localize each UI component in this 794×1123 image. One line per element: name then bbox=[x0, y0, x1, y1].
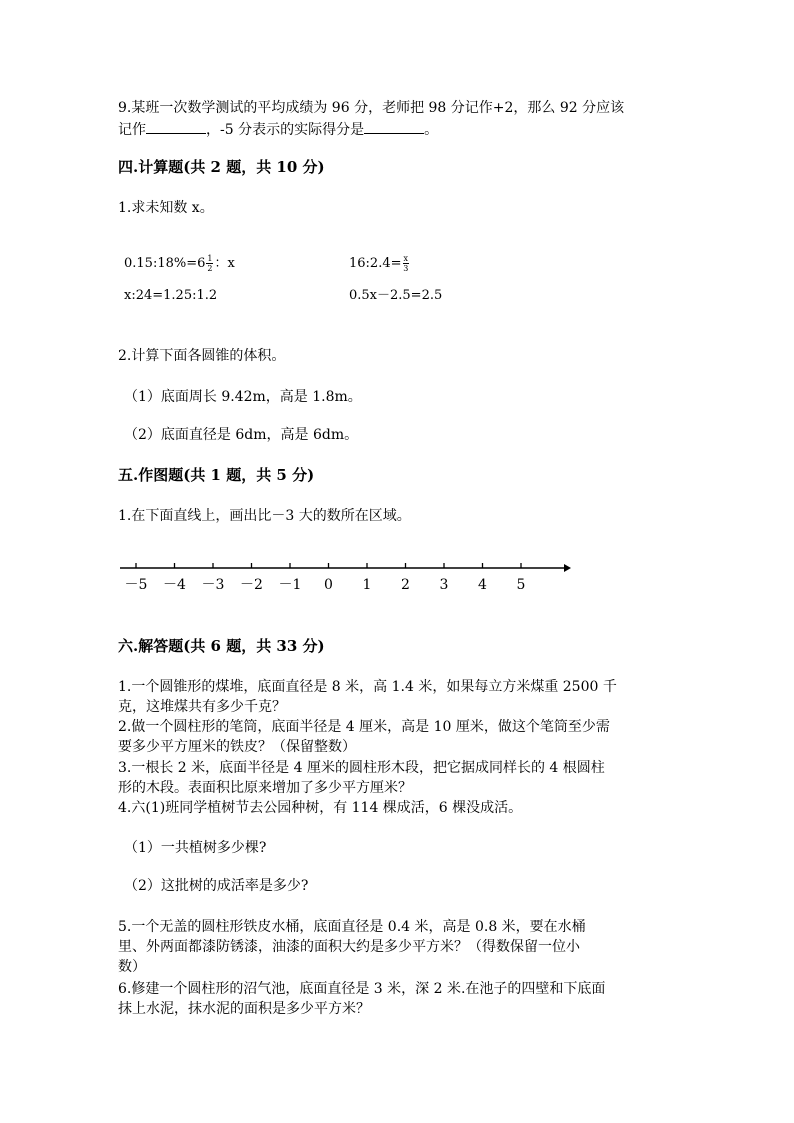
number-line-arrow bbox=[564, 564, 571, 572]
tick-label: －4 bbox=[163, 577, 186, 593]
sec6-q6-line1: 6.修建一个圆柱形的沼气池，底面直径是 3 米，深 2 米.在池子的四壁和下底面 bbox=[118, 981, 606, 997]
equation-1-fraction-num: 1 bbox=[207, 254, 213, 263]
q9-line2-text-c: 。 bbox=[424, 122, 439, 138]
sec6-q5-line2: 里、外两面都漆防锈漆，油漆的面积大约是多少平方米？（得数保留一位小 bbox=[118, 939, 580, 955]
equation-1-fraction bbox=[206, 254, 213, 273]
equation-1-post: ：x bbox=[214, 256, 235, 271]
tick-label: －2 bbox=[240, 577, 263, 593]
equation-1-fraction-den: 2 bbox=[207, 264, 213, 273]
q9-blank-2 bbox=[364, 119, 424, 134]
number-line bbox=[118, 556, 578, 598]
tick-label: 5 bbox=[516, 577, 526, 593]
equation-2-fraction bbox=[403, 254, 410, 273]
section-6-heading: 六.解答题(共 6 题，共 33 分) bbox=[118, 637, 325, 655]
equation-2 bbox=[349, 254, 410, 274]
equation-2-pre: 16:2.4= bbox=[349, 256, 402, 271]
sec6-q4: 4.六(1)班同学植树节去公园种树，有 114 棵成活，6 棵没成活。 bbox=[118, 800, 523, 816]
equation-3: x:24=1.25:1.2 bbox=[124, 288, 218, 303]
sec6-q5-line1: 5.一个无盖的圆柱形铁皮水桶，底面直径是 0.4 米，高是 0.8 米，要在水桶 bbox=[118, 919, 586, 935]
sec6-q4-part-2: （2）这批树的成活率是多少? bbox=[124, 878, 309, 894]
equation-4: 0.5x－2.5=2.5 bbox=[349, 288, 443, 303]
q9-line2-text-b: ，-5 分表示的实际得分是 bbox=[206, 122, 365, 138]
q9-line2-text-a: 记作 bbox=[118, 122, 146, 138]
sec6-q4-part-1: （1）一共植树多少棵? bbox=[124, 840, 267, 856]
tick-label: 1 bbox=[362, 577, 372, 593]
q9-line2 bbox=[118, 119, 438, 140]
tick-label: 3 bbox=[439, 577, 449, 593]
tick-label: 2 bbox=[401, 577, 410, 593]
tick-label: －3 bbox=[201, 577, 225, 593]
section-5-heading: 五.作图题(共 1 题，共 5 分) bbox=[118, 466, 315, 484]
sec4-q2-title: 2.计算下面各圆锥的体积。 bbox=[118, 348, 286, 364]
sec6-q1-line2: 克，这堆煤共有多少千克？ bbox=[118, 699, 286, 715]
sec4-q1-title: 1.求未知数 x。 bbox=[118, 200, 214, 216]
sec6-q3-line2: 形的木段。表面积比原来增加了多少平方厘米？ bbox=[118, 780, 412, 796]
tick-label: －5 bbox=[124, 577, 148, 593]
sec6-q2-line1: 2.做一个圆柱形的笔筒，底面半径是 4 厘米，高是 10 厘米，做这个笔筒至少需 bbox=[118, 719, 610, 735]
sec6-q3-line1: 3.一根长 2 米，底面半径是 4 厘米的圆柱形木段，把它据成同样长的 4 根圆柱 bbox=[118, 760, 605, 776]
q9-line1: 9.某班一次数学测试的平均成绩为 96 分，老师把 98 分记作+2，那么 92 分应该 bbox=[118, 100, 625, 116]
sec6-q2-line2: 要多少平方厘米的铁皮？（保留整数） bbox=[118, 739, 356, 755]
sec4-q2-part-1: （1）底面周长 9.42m，高是 1.8m。 bbox=[124, 389, 362, 405]
equation-1 bbox=[124, 254, 235, 274]
sec4-q2-part-2: （2）底面直径是 6dm，高是 6dm。 bbox=[124, 427, 359, 443]
q9-blank-1 bbox=[146, 119, 206, 134]
sec6-q1-line1: 1.一个圆锥形的煤堆，底面直径是 8 米，高 1.4 米，如果每立方米煤重 2500 千 bbox=[118, 679, 617, 695]
tick-label: 0 bbox=[324, 577, 333, 593]
equation-2-fraction-den: 3 bbox=[403, 264, 409, 273]
sec5-q1: 1.在下面直线上，画出比－3 大的数所在区域。 bbox=[118, 508, 411, 524]
sec6-q5-line3: 数） bbox=[118, 959, 146, 975]
section-4-heading: 四.计算题(共 2 题，共 10 分) bbox=[118, 158, 325, 176]
tick-label: 4 bbox=[478, 577, 487, 593]
equation-2-fraction-num: x bbox=[403, 254, 409, 263]
tick-label: －1 bbox=[278, 577, 302, 593]
equation-1-pre: 0.15:18%=6 bbox=[124, 256, 206, 271]
sec6-q6-line2: 抹上水泥，抹水泥的面积是多少平方米？ bbox=[118, 1001, 370, 1017]
